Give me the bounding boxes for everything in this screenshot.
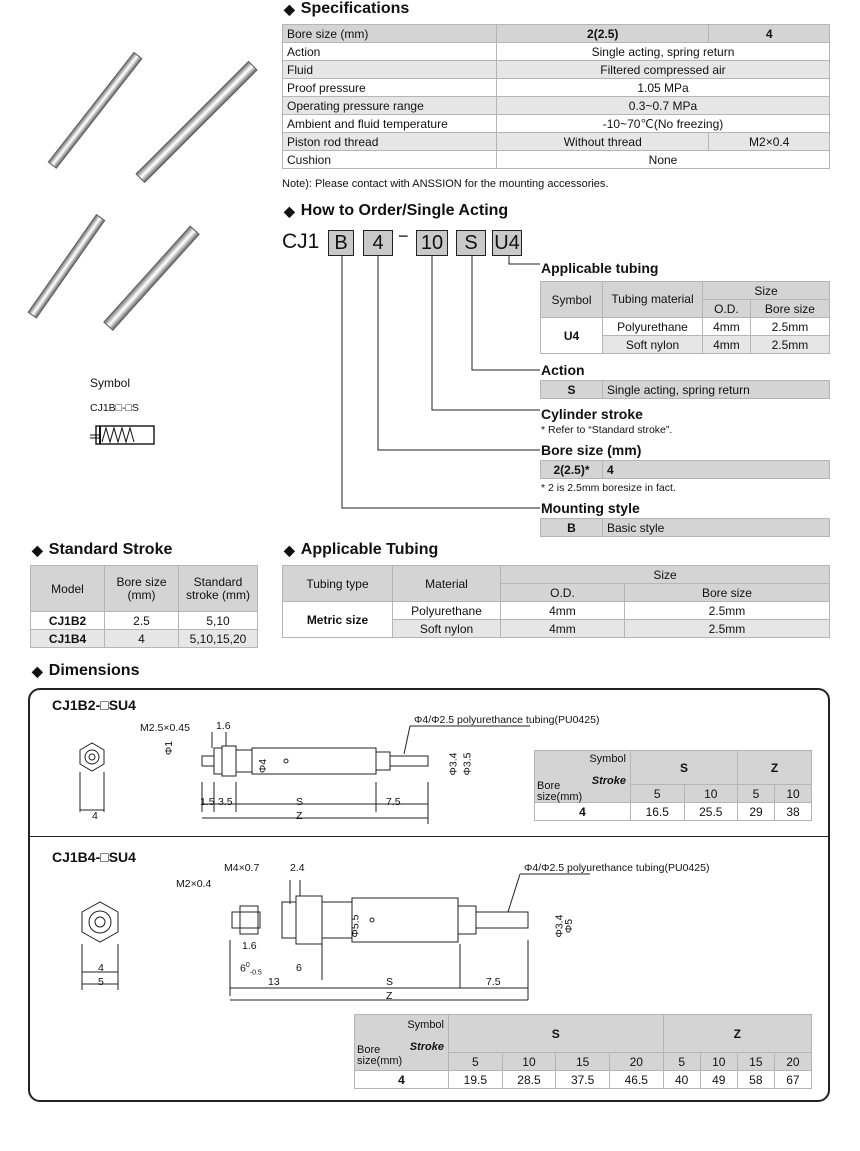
th-s: S	[449, 1015, 664, 1053]
symbol-label: Symbol	[589, 753, 626, 765]
bore-label: Bore size(mm)	[357, 1044, 403, 1067]
cell: 19.5	[449, 1071, 503, 1089]
dim-label: 4	[92, 810, 98, 822]
dim-label: 13	[268, 976, 280, 988]
cell: 5	[449, 1053, 503, 1071]
th-bore: Bore size	[750, 300, 829, 318]
bore-label: Bore size(mm)	[537, 780, 583, 803]
cell: 2.5mm	[750, 336, 829, 354]
heading-text: Applicable Tubing	[300, 541, 439, 558]
symbol-title: Symbol	[90, 376, 131, 390]
spec-label: Fluid	[283, 61, 497, 79]
cell: 49	[700, 1071, 737, 1089]
mount-table	[540, 518, 830, 537]
cell: 15	[737, 1053, 774, 1071]
order-prefix: CJ1	[282, 230, 320, 253]
cell: 67	[774, 1071, 811, 1089]
tolerance: 0	[245, 962, 250, 969]
cell: 2.5	[105, 612, 179, 630]
order-code-tubing: U4	[492, 230, 522, 256]
dim-label: 1.6	[216, 720, 231, 732]
action-table	[540, 380, 830, 399]
spec-label: Piston rod thread	[283, 133, 497, 151]
spec-value: None	[497, 151, 830, 169]
cell: 4mm	[703, 318, 751, 336]
dim-label: Z	[296, 810, 303, 822]
dim-label: 1.5	[200, 796, 215, 808]
dim-label: Φ3.4	[553, 914, 566, 938]
heading-text: How to Order/Single Acting	[300, 202, 509, 219]
dim1-thread: M2.5×0.45	[140, 722, 190, 734]
dim1-title: CJ1B2-□SU4	[52, 697, 136, 713]
dim2-table-corner	[355, 1015, 449, 1071]
cell: 58	[737, 1071, 774, 1089]
cell: 2.5mm	[750, 318, 829, 336]
dim2-drawing	[30, 860, 590, 1010]
bore-note: * 2 is 2.5mm boresize in fact.	[541, 482, 676, 494]
dim-label: 7.5	[486, 976, 501, 988]
cell: 5,10,15,20	[179, 630, 258, 648]
spec-value: 1.05 MPa	[497, 79, 830, 97]
spec-value: M2×0.4	[709, 133, 830, 151]
specifications-note: Note): Please contact with ANSSION for the mounting accessories.	[282, 178, 609, 190]
spec-value: Filtered compressed air	[497, 61, 830, 79]
tubing-symbol: U4	[541, 318, 603, 354]
diamond-icon: ◆	[32, 541, 43, 558]
cell: 37.5	[556, 1071, 610, 1089]
dim-label: S	[296, 796, 304, 808]
th-s: S	[631, 751, 738, 785]
cell: 2.5mm	[624, 620, 829, 638]
cell: 4mm	[703, 336, 751, 354]
dim-value: 6	[240, 962, 246, 975]
diamond-icon: ◆	[32, 662, 43, 679]
th-bore: Bore size	[624, 584, 829, 602]
dim-label: Z	[386, 990, 393, 1002]
spec-label: Operating pressure range	[283, 97, 497, 115]
cell: 28.5	[502, 1071, 556, 1089]
stroke-note: * Refer to “Standard stroke”.	[541, 424, 673, 436]
cell: 10	[775, 785, 812, 803]
dim-label: 5	[98, 976, 104, 988]
dim1-table	[534, 750, 812, 821]
dim-label: S	[386, 976, 394, 988]
order-code-bore: 4	[363, 230, 393, 256]
divider	[30, 836, 828, 837]
cell: 5	[663, 1053, 700, 1071]
cell: 29	[738, 803, 775, 821]
bore-title: Bore size (mm)	[541, 442, 642, 458]
cell: 5	[631, 785, 685, 803]
diamond-icon: ◆	[284, 0, 295, 17]
symbol-code: CJ1B□-□S	[90, 402, 139, 414]
cell: 5,10	[179, 612, 258, 630]
tubing-type: Metric size	[283, 602, 393, 638]
action-desc: Single acting, spring return	[603, 381, 830, 399]
cell: 15	[556, 1053, 610, 1071]
th-model: Model	[31, 566, 105, 612]
order-code-stroke: 10	[416, 230, 448, 256]
dim2-tube: Φ4/Φ2.5 polyurethance tubing(PU0425)	[524, 862, 710, 874]
spec-value: -10~70℃(No freezing)	[497, 115, 830, 133]
standard-stroke-table	[30, 565, 258, 648]
spec-label: Proof pressure	[283, 79, 497, 97]
standard-stroke-heading	[32, 541, 172, 559]
cell: 20	[609, 1053, 663, 1071]
dim-label: 1.6	[242, 940, 257, 952]
applicable-tubing-heading	[284, 541, 438, 559]
order-tubing-table	[540, 281, 830, 354]
dim-label: 3.5	[218, 796, 233, 808]
dim1-tube: Φ4/Φ2.5 polyurethance tubing(PU0425)	[414, 714, 600, 726]
dim-label: 6	[296, 962, 302, 974]
applicable-tubing-table	[282, 565, 830, 638]
dim-label: 4	[98, 962, 104, 974]
cell: Soft nylon	[603, 336, 703, 354]
th-size: Size	[703, 282, 830, 300]
th-type: Tubing type	[283, 566, 393, 602]
dim-label: Φ5	[563, 918, 576, 934]
mount-title: Mounting style	[541, 500, 640, 516]
spec-value: 2(2.5)	[497, 25, 709, 43]
spec-value: 0.3~0.7 MPa	[497, 97, 830, 115]
stroke-title: Cylinder stroke	[541, 406, 643, 422]
cell: 10	[700, 1053, 737, 1071]
cell: 4	[535, 803, 631, 821]
diamond-icon: ◆	[284, 202, 295, 219]
th-z: Z	[663, 1015, 811, 1053]
dim2-table	[354, 1014, 812, 1089]
th-z: Z	[738, 751, 812, 785]
order-dash: −	[398, 226, 409, 246]
spec-value: 4	[709, 25, 830, 43]
cell: CJ1B2	[31, 612, 105, 630]
bore-table	[540, 460, 830, 479]
mount-desc: Basic style	[603, 519, 830, 537]
cell: 4	[105, 630, 179, 648]
dim-label	[240, 962, 262, 977]
spec-value: Single acting, spring return	[497, 43, 830, 61]
spec-label: Bore size (mm)	[283, 25, 497, 43]
order-code-mount: B	[328, 230, 354, 256]
order-code-action: S	[456, 230, 486, 256]
dim-label: Φ3.4	[447, 752, 460, 776]
stroke-label: Stroke	[591, 775, 626, 787]
cell: 2.5mm	[624, 602, 829, 620]
dimensions-heading	[32, 662, 139, 680]
th-bore: Bore size (mm)	[105, 566, 179, 612]
spec-label: Action	[283, 43, 497, 61]
bore-code-a: 2(2.5)*	[541, 461, 603, 479]
mount-code: B	[541, 519, 603, 537]
diamond-icon: ◆	[284, 541, 295, 558]
dim-label: Φ5.5	[349, 914, 362, 938]
th-stroke: Standard stroke (mm)	[179, 566, 258, 612]
spec-label: Cushion	[283, 151, 497, 169]
dim-label: Φ3.5	[461, 752, 474, 776]
dim-label: 7.5	[386, 796, 401, 808]
heading-text: Specifications	[300, 0, 410, 17]
cell: 20	[774, 1053, 811, 1071]
heading-text: Dimensions	[48, 662, 140, 679]
spec-label: Ambient and fluid temperature	[283, 115, 497, 133]
heading-text: Standard Stroke	[48, 541, 173, 558]
cell: 5	[738, 785, 775, 803]
cell: 46.5	[609, 1071, 663, 1089]
tolerance: -0.5	[249, 969, 262, 977]
cell: 16.5	[631, 803, 685, 821]
th-material: Material	[393, 566, 501, 602]
action-title: Action	[541, 362, 585, 378]
cell: 40	[663, 1071, 700, 1089]
dim2-thread-m4: M4×0.7	[224, 862, 260, 874]
cell: Polyurethane	[603, 318, 703, 336]
bore-code-b: 4	[603, 461, 830, 479]
th-symbol: Symbol	[541, 282, 603, 318]
cell: 4mm	[501, 620, 625, 638]
action-code: S	[541, 381, 603, 399]
cell: 10	[684, 785, 738, 803]
dim-label: Φ4	[257, 758, 270, 774]
cell: 25.5	[684, 803, 738, 821]
cell: Polyurethane	[393, 602, 501, 620]
cell: 10	[502, 1053, 556, 1071]
cell: 4	[355, 1071, 449, 1089]
dim2-thread-m2: M2×0.4	[176, 878, 212, 890]
cell: 38	[775, 803, 812, 821]
cell: Soft nylon	[393, 620, 501, 638]
symbol-label: Symbol	[407, 1019, 444, 1031]
dim1-table-corner	[535, 751, 631, 803]
th-od: O.D.	[501, 584, 625, 602]
dim-label: 2.4	[290, 862, 305, 874]
th-material: Tubing material	[603, 282, 703, 318]
th-size: Size	[501, 566, 830, 584]
cell: 4mm	[501, 602, 625, 620]
cell: CJ1B4	[31, 630, 105, 648]
dim-label: Φ1	[163, 740, 176, 756]
stroke-label: Stroke	[409, 1041, 444, 1053]
spec-value: Without thread	[497, 133, 709, 151]
th-od: O.D.	[703, 300, 751, 318]
applicable-tubing-title: Applicable tubing	[541, 260, 659, 276]
dim2-title: CJ1B4-□SU4	[52, 849, 136, 865]
